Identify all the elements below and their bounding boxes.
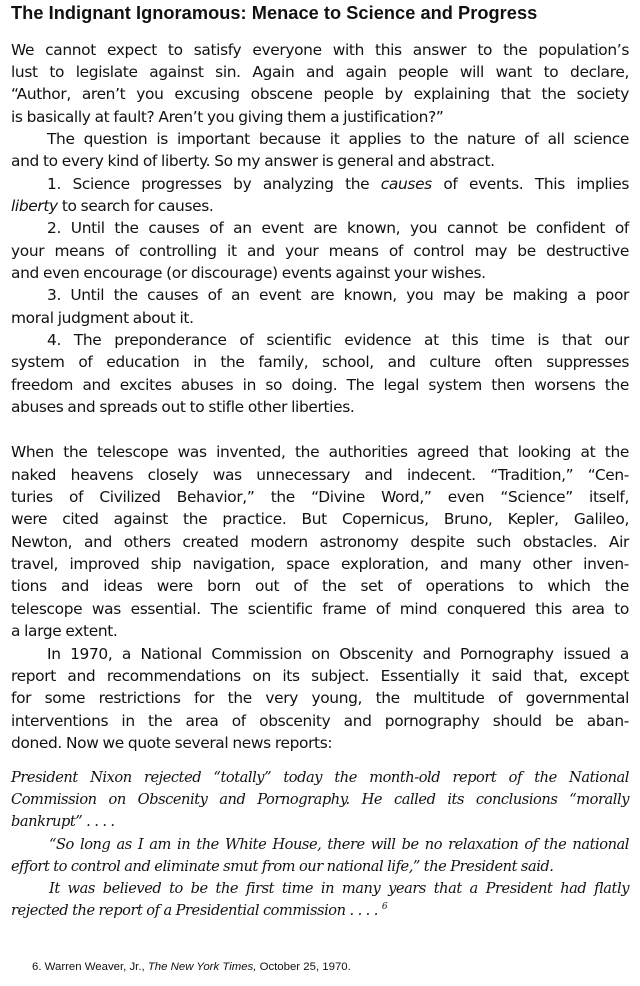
text-line: and to every kind of liberty. So my answer is general and abstract. <box>11 152 495 170</box>
quote-line: It was believed to be the first time in many years that a President had flatly <box>49 880 629 897</box>
text-run: to search for causes. <box>57 197 214 215</box>
footnote-author: Warren Weaver, Jr., <box>41 961 148 973</box>
text-line: The question is important because it applies to the nature of all science <box>47 130 629 148</box>
quote-line: bankrupt” . . . . <box>11 813 115 830</box>
text-run: 1. Science progresses by analyzing the <box>47 175 381 193</box>
text-line: naked heavens closely was unnecessary and indecent. “Tradition,” “Cen- <box>11 466 629 484</box>
text-line: interventions in the area of obscenity and pornography should be aban- <box>11 712 629 730</box>
text-run: of events. This implies <box>431 175 629 193</box>
text-line: your means of controlling it and your means of control may be destructive <box>11 242 629 260</box>
text-line: a large extent. <box>11 622 118 640</box>
quote-line: Commission on Obscenity and Pornography. He called its conclusions “morally <box>11 791 629 808</box>
footnote-source: The New York Times, <box>147 961 257 973</box>
text-line: Newton, and others created modern astronomy despite such obstacles. Air <box>11 533 629 551</box>
text-line: report and recommendations on its subject. Essentially it said that, except <box>11 667 629 685</box>
footnote-marker: 6 <box>381 902 388 913</box>
text-line: abuses and spreads out to stifle other liberties. <box>11 398 355 416</box>
emphasis-liberty: liberty <box>11 197 58 215</box>
page-title: The Indignant Ignoramous: Menace to Science and Progress <box>11 3 538 23</box>
text-line: telescope was essential. The scientific frame of mind conquered this area to <box>11 600 629 618</box>
text-line <box>11 195 629 217</box>
text-line: for some restrictions for the very young, the multitude of governmental <box>11 689 629 707</box>
text-line: were cited against the practice. But Copernicus, Bruno, Kepler, Galileo, <box>11 510 629 528</box>
text-line: In 1970, a National Commission on Obscenity and Pornography issued a <box>47 645 629 663</box>
text-line: moral judgment about it. <box>11 309 194 327</box>
text-line: turies of Civilized Behavior,” the “Divine Word,” even “Science” itself, <box>11 488 629 506</box>
text-line: freedom and excites abuses in so doing. The legal system then worsens the <box>11 376 629 394</box>
text-line: When the telescope was invented, the authorities agreed that looking at the <box>11 443 629 461</box>
text-line: and even encourage (or discourage) events against your wishes. <box>11 264 486 282</box>
quote-line: “So long as I am in the White House, there will be no relaxation of the national <box>49 836 629 853</box>
text-line: We cannot expect to satisfy everyone with this answer to the population’s <box>11 41 629 59</box>
text-line: is basically at fault? Aren’t you giving them a justification?” <box>11 108 444 126</box>
text-line <box>47 173 629 195</box>
text-line: 3. Until the causes of an event are known, you may be making a poor <box>47 286 629 304</box>
quote-line <box>11 900 629 922</box>
text-line: lust to legislate against sin. Again and again people will want to declare, <box>11 63 629 81</box>
footnote-number: 6. <box>32 961 42 973</box>
text-line: tions and ideas were born out of the set of operations to which the <box>11 577 629 595</box>
text-line: “Author, aren’t you excusing obscene people by explaining that the society <box>11 85 629 103</box>
text-run: rejected the report of a Presidential commission . . . . <box>11 902 378 919</box>
footnote <box>32 961 351 973</box>
text-line: travel, improved ship navigation, space exploration, and many other inven- <box>11 555 629 573</box>
quote-line: effort to control and eliminate smut from our national life,” the President said. <box>11 858 554 875</box>
text-line: 4. The preponderance of scientific evidence at this time is that our <box>47 331 629 349</box>
quote-line: President Nixon rejected “totally” today the month-old report of the National <box>11 769 629 786</box>
footnote-date: October 25, 1970. <box>256 961 351 973</box>
text-line: system of education in the family, school, and culture often suppresses <box>11 353 629 371</box>
text-line: 2. Until the causes of an event are known, you cannot be confident of <box>47 219 629 237</box>
emphasis-causes: causes <box>380 175 432 193</box>
text-line: doned. Now we quote several news reports: <box>11 734 333 752</box>
